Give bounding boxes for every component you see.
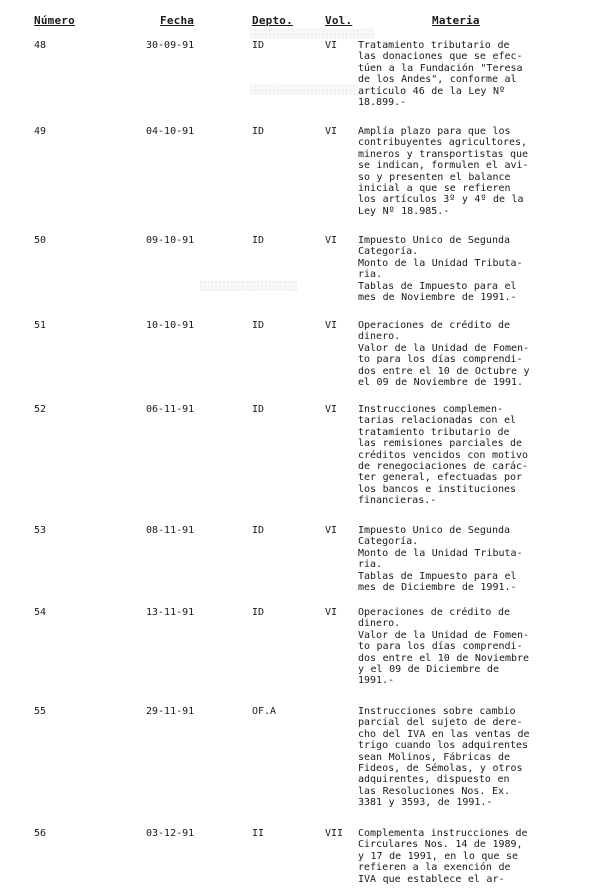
entry-numero: 52	[34, 404, 47, 415]
entry-numero: 53	[34, 525, 47, 536]
header-materia: Materia	[432, 14, 480, 27]
materia-line: Valor de la Unidad de Fomen-	[358, 342, 530, 354]
entry-fecha: 03-12-91	[146, 828, 195, 839]
materia-line: Valor de la Unidad de Fomen-	[358, 629, 530, 641]
materia-line: Categoría.	[358, 536, 419, 548]
materia-line: Operaciones de crédito de	[358, 607, 511, 618]
materia-line: sean Molinos, Fábricas de	[358, 751, 511, 763]
entry-materia	[358, 607, 563, 687]
materia-line: Instrucciones complemen-	[358, 404, 503, 415]
materia-line: las donaciones que se efec-	[358, 51, 523, 63]
entry-fecha: 06-11-91	[146, 404, 195, 415]
materia-line: los bancos e instituciones	[358, 483, 517, 495]
materia-line: Amplía plazo para que los	[358, 126, 511, 137]
materia-line: ria.	[358, 559, 383, 571]
entry-materia	[358, 706, 563, 809]
materia-line: los artículos 3º y 4º de la	[358, 194, 524, 206]
materia-line: Tablas de Impuesto para el	[358, 570, 517, 582]
entry-numero: 51	[34, 320, 47, 331]
materia-line: mes de Diciembre de 1991.-	[358, 582, 517, 594]
materia-line: parcial del sujeto de dere-	[358, 717, 523, 729]
entry-fecha: 13-11-91	[146, 607, 195, 618]
entry-numero: 50	[34, 235, 47, 246]
entry-vol: VI	[325, 126, 338, 137]
materia-line: financieras.-	[358, 495, 437, 507]
materia-line: so y presenten el balance	[358, 171, 511, 183]
entry-fecha: 10-10-91	[146, 320, 195, 331]
bleed-through-texture: ░░░░░░░░░░░░░░░░░░░░	[250, 86, 359, 96]
entry-materia	[358, 320, 563, 388]
materia-line: Tratamiento tributario de	[358, 40, 510, 51]
materia-line: artículo 46 de la Ley Nº	[358, 85, 505, 97]
materia-line: to para los días comprendi-	[358, 354, 523, 366]
header-vol: Vol.	[325, 14, 353, 27]
materia-line: mineros y transportistas que	[358, 148, 529, 160]
materia-line: Impuesto Unico de Segunda	[358, 235, 511, 246]
entry-materia	[358, 525, 563, 593]
materia-line: Instrucciones sobre cambio	[358, 706, 516, 717]
entry-numero: 55	[34, 706, 47, 717]
entry-vol: VI	[325, 40, 338, 51]
entry-depto: ID	[252, 40, 265, 51]
entry-depto: OF.A	[252, 706, 277, 717]
entry-materia	[358, 404, 563, 507]
materia-line: las Resoluciones Nos. Ex.	[358, 785, 511, 797]
entry-numero: 49	[34, 126, 47, 137]
materia-line: inicial a que se refieren	[358, 183, 511, 195]
materia-line: y 17 de 1991, en lo que se	[358, 850, 519, 862]
materia-line: 18.899.-	[358, 97, 407, 109]
materia-line: Operaciones de crédito de	[358, 320, 511, 331]
entry-numero: 54	[34, 607, 47, 618]
entry-fecha: 08-11-91	[146, 525, 195, 536]
materia-line: adquirentes, dispuesto en	[358, 774, 510, 786]
materia-line: tratamiento tributario de	[358, 426, 510, 438]
entry-materia	[358, 40, 563, 108]
entry-materia	[358, 235, 563, 303]
materia-line: Complementa instrucciones de	[358, 828, 528, 839]
materia-line: Monto de la Unidad Tributa-	[358, 547, 523, 559]
materia-line: se indican, formulen el avi-	[358, 160, 529, 172]
materia-line: Tablas de Impuesto para el	[358, 280, 517, 292]
materia-line: Ley Nº 18.985.-	[358, 205, 450, 217]
entry-vol: VI	[325, 235, 338, 246]
materia-line: tarias relacionadas con el	[358, 415, 517, 427]
materia-line: mes de Noviembre de 1991.-	[358, 292, 517, 304]
materia-line: IVA que establece el ar-	[358, 873, 505, 885]
entry-depto: ID	[252, 320, 265, 331]
materia-line: ter general, efectuadas por	[358, 472, 523, 484]
entry-vol: VI	[325, 404, 338, 415]
materia-line: túen a la Fundación "Teresa	[358, 62, 523, 74]
materia-line: trigo cuando los adquirentes	[358, 740, 529, 752]
materia-line: Circulares Nos. 14 de 1989,	[358, 839, 523, 851]
header-depto: Depto.	[252, 14, 293, 27]
entry-numero: 56	[34, 828, 47, 839]
materia-line: dos entre el 10 de Noviembre	[358, 652, 530, 664]
entry-fecha: 04-10-91	[146, 126, 195, 137]
materia-line: Impuesto Unico de Segunda	[358, 525, 511, 536]
bleed-through-texture: ░░░░░░░░░░░░░░░░░░░░░░░	[250, 30, 375, 40]
materia-line: de los Andes", conforme al	[358, 74, 517, 86]
bleed-through-texture: ░░░░░░░░░░░░░░░░░░	[200, 282, 298, 292]
entry-depto: ID	[252, 235, 265, 246]
materia-line: Categoría.	[358, 246, 419, 258]
materia-line: 3381 y 3593, de 1991.-	[358, 797, 493, 809]
materia-line: créditos vencidos con motivo	[358, 449, 529, 461]
materia-line: Fideos, de Sémolas, y otros	[358, 763, 523, 775]
header-fecha: Fecha	[160, 14, 195, 27]
entry-fecha: 30-09-91	[146, 40, 195, 51]
entry-depto: ID	[252, 126, 265, 137]
materia-line: de renegociaciones de carác-	[358, 461, 529, 473]
entry-fecha: 09-10-91	[146, 235, 195, 246]
entry-materia	[358, 828, 563, 885]
entry-vol: VI	[325, 607, 338, 618]
header-numero: Número	[34, 14, 75, 27]
entry-materia	[358, 126, 563, 217]
materia-line: Monto de la Unidad Tributa-	[358, 257, 523, 269]
materia-line: ria.	[358, 269, 383, 281]
materia-line: las remisiones parciales de	[358, 438, 523, 450]
materia-line: dinero.	[358, 618, 401, 630]
entry-depto: ID	[252, 607, 265, 618]
entry-fecha: 29-11-91	[146, 706, 195, 717]
materia-line: to para los días comprendi-	[358, 641, 523, 653]
entry-depto: II	[252, 828, 265, 839]
entry-vol: VI	[325, 320, 338, 331]
materia-line: contribuyentes agricultores,	[358, 137, 528, 149]
materia-line: 1991.-	[358, 675, 395, 687]
entry-vol: VI	[325, 525, 338, 536]
materia-line: refieren a la exención de	[358, 862, 511, 874]
entry-vol: VII	[325, 828, 344, 839]
materia-line: el 09 de Noviembre de 1991.	[358, 377, 524, 389]
materia-line: dinero.	[358, 331, 401, 343]
entry-numero: 48	[34, 40, 47, 51]
materia-line: dos entre el 10 de Octubre y	[358, 365, 530, 377]
entry-depto: ID	[252, 404, 265, 415]
entry-depto: ID	[252, 525, 265, 536]
materia-line: y el 09 de Diciembre de	[358, 664, 499, 676]
materia-line: cho del IVA en las ventas de	[358, 728, 530, 740]
